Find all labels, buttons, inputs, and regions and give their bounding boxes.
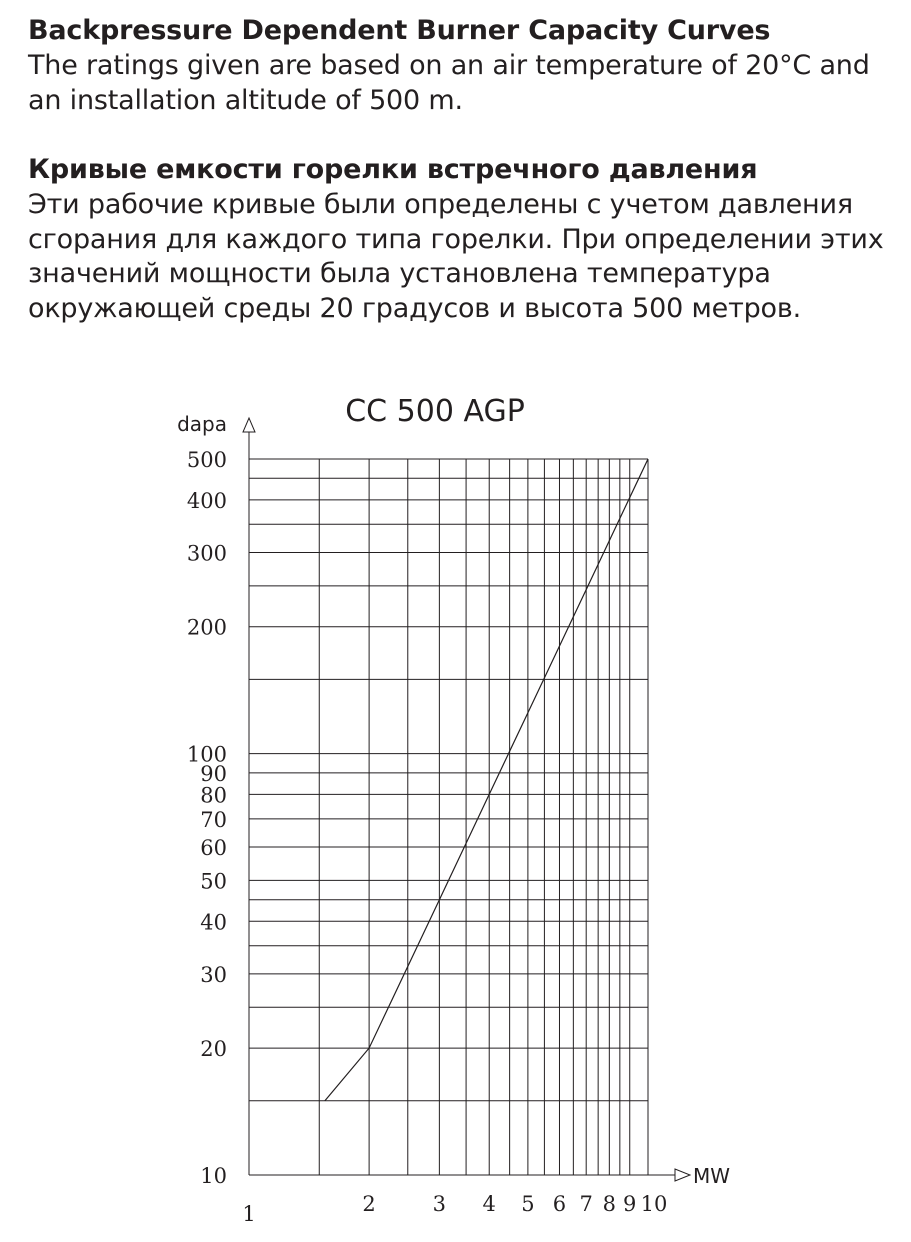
- x-tick-label: 1: [242, 1202, 256, 1226]
- y-tick-label: 80: [200, 783, 227, 808]
- x-tick-label: 5: [521, 1192, 535, 1216]
- y-tick-label: 100: [186, 742, 227, 767]
- y-tick-label: 10: [200, 1164, 227, 1188]
- y-axis-arrow: [243, 418, 255, 432]
- chart-title: CC 500 AGP: [345, 394, 525, 429]
- y-tick-label: 70: [200, 807, 227, 832]
- text-en: The ratings given are based on an air temperature of 20°C and an installation altitude of 500 m.: [28, 50, 870, 116]
- heading-en: Backpressure Dependent Burner Capacity Curves: [28, 15, 771, 46]
- chart-grid: [249, 459, 648, 1175]
- y-tick-label: 90: [200, 761, 227, 786]
- x-tick-label: 7: [579, 1192, 593, 1216]
- heading-ru: Кривые емкости горелки встречного давления: [28, 154, 758, 185]
- chart-series: [325, 459, 648, 1101]
- capacity-chart: [0, 380, 911, 1240]
- y-tick-label: 30: [200, 962, 227, 987]
- x-tick-label: 3: [432, 1192, 447, 1216]
- x-tick-label: 8: [602, 1192, 617, 1216]
- y-axis-label: dapa: [177, 412, 227, 436]
- y-tick-label: 200: [186, 615, 227, 640]
- x-tick-label: 10: [640, 1192, 668, 1216]
- x-axis-arrow: [675, 1169, 690, 1181]
- y-tick-label: 60: [200, 836, 227, 861]
- y-tick-label: 300: [186, 541, 227, 566]
- x-tick-label: 6: [552, 1192, 567, 1216]
- y-tick-label: 50: [200, 869, 227, 894]
- y-tick-label: 40: [200, 910, 227, 935]
- text-ru: Эти рабочие кривые были определены с учетом давления сгорания для каждого типа горелки. При определении этих значений мощности была установлена температура окружающей среды 20 градусов и высота 500 метров.: [28, 189, 884, 324]
- x-axis-label: MW: [693, 1164, 731, 1188]
- x-tick-labels: [242, 1192, 667, 1226]
- x-tick-label: 4: [482, 1192, 496, 1216]
- x-tick-label: 2: [362, 1192, 376, 1216]
- capacity-curve: [325, 459, 648, 1101]
- y-tick-label: 20: [200, 1037, 227, 1062]
- y-tick-label: 500: [186, 448, 227, 472]
- y-tick-label: 400: [186, 488, 227, 513]
- y-tick-labels: [187, 448, 227, 1188]
- x-tick-label: 9: [623, 1192, 637, 1216]
